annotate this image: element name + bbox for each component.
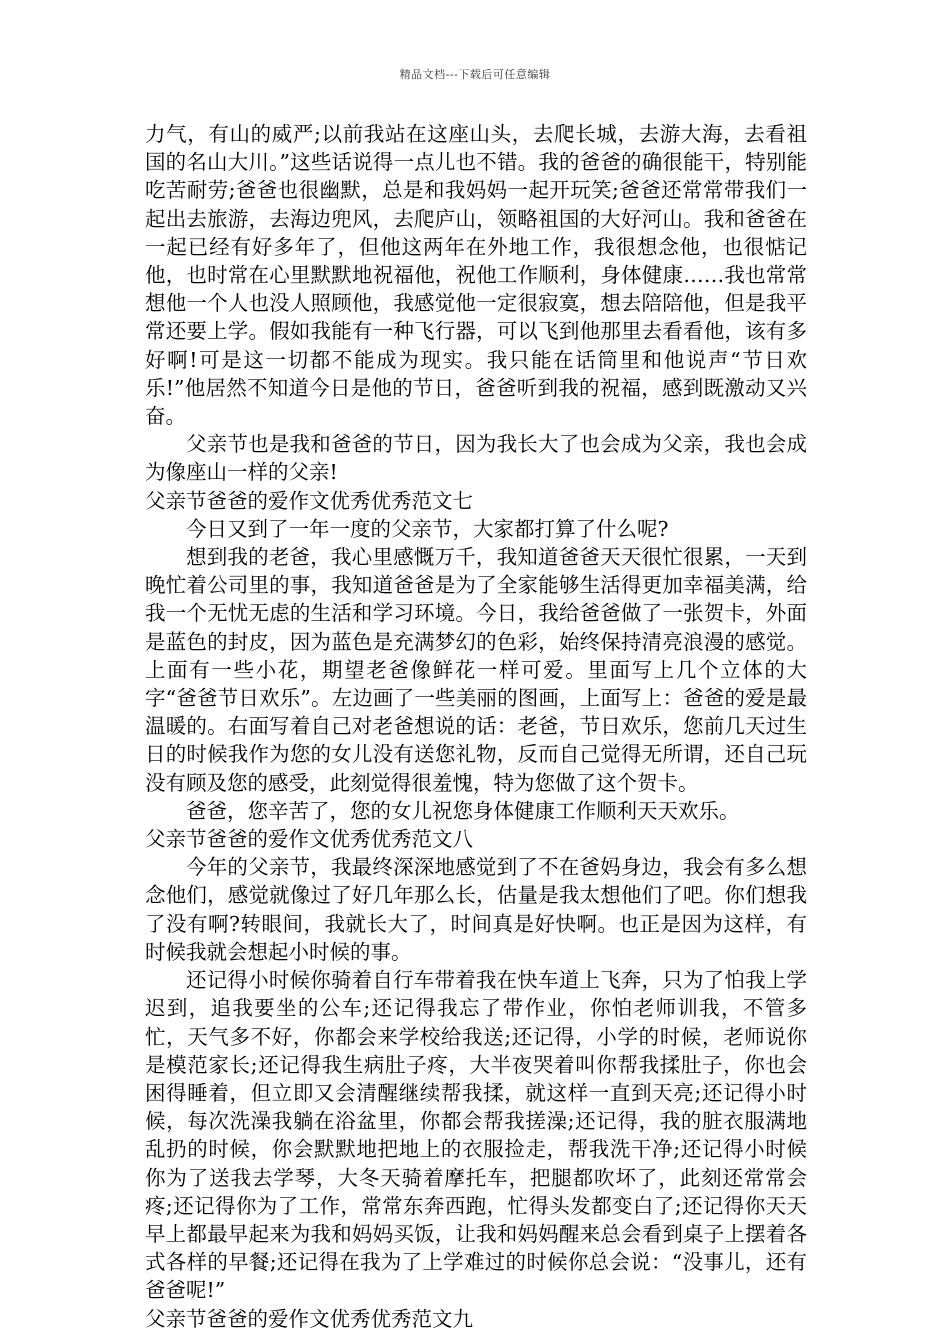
paragraph: 想到我的老爸，我心里感慨万千，我知道爸爸天天很忙很累，一天到晚忙着公司里的事，我知道爸爸是为了全家能够生活得更加幸福美满，给我一个无忧无虑的生活和学习环境。今日，我给爸爸做了一张贺卡，外面是蓝色的封皮，因为蓝色是充满梦幻的色彩，始终保持清亮浪漫的感觉。上面有一些小花，期望老爸像鲜花一样可爱。里面写上几个立体的大字“爸爸节日欢乐”。左边画了一些美丽的图画，上面写上：爸爸的爱是最温暖的。右面写着自己对老爸想说的话：老爸，节日欢乐，您前几天过生日的时候我作为您的女儿没有送您礼物，反而自己觉得无所谓，还自己玩没有顾及您的感受，此刻觉得很羞愧，特为您做了这个贺卡。: [145, 545, 807, 795]
paragraph: 还记得小时候你骑着自行车带着我在快车道上飞奔，只为了怕我上学迟到，追我要坐的公车;还记得我忘了带作业，你怕老师训我，不管多忙，天气多不好，你都会来学校给我送;还记得，小学的时候，老师说你是模范家长;还记得我生病肚子疼，大半夜哭着叫你帮我揉肚子，你也会困得睡着，但立即又会清醒继续帮我揉，就这样一直到天亮;还记得小时候，每次洗澡我躺在浴盆里，你都会帮我搓澡;还记得，我的脏衣服满地乱扔的时候，你会默默地把地上的衣服捡走，帮我洗干净;还记得小时候你为了送我去学琴，大冬天骑着摩托车，把腿都吹坏了，此刻还常常会疼;还记得你为了工作，常常东奔西跑，忙得头发都变白了;还记得你天天早上都最早起来为我和妈妈买饭，让我和妈妈醒来总会看到桌子上摆着各式各样的早餐;还记得在我为了上学难过的时候你总会说：“没事儿，还有爸爸呢!”: [145, 968, 807, 1303]
paragraph: 父亲节也是我和爸爸的节日，因为我长大了也会成为父亲，我也会成为像座山一样的父亲!: [145, 432, 807, 485]
paragraph: 爸爸，您辛苦了，您的女儿祝您身体健康工作顺利天天欢乐。: [186, 798, 740, 823]
section-title: 父亲节爸爸的爱作文优秀优秀范文七: [145, 488, 473, 513]
paragraph: 今日又到了一年一度的父亲节，大家都打算了什么呢?: [186, 516, 669, 541]
page-header: 精品文档---下载后可任意编辑: [399, 68, 551, 81]
paragraph: 今年的父亲节，我最终深深地感觉到了不在爸妈身边，我会有多么想念他们，感觉就像过了好几年那么长，估量是我太想他们了吧。你们想我了没有啊?转眼间，我就长大了，时间真是好快啊。也正是因为这样，有时候我就会想起小时候的事。: [145, 855, 807, 964]
paragraph: 力气，有山的威严;以前我站在这座山头，去爬长城，去游大海，去看祖国的名山大川。”这些话说得一点儿也不错。我的爸爸的确很能干，特别能吃苦耐劳;爸爸也很幽默，总是和我妈妈一起开玩笑;爸爸还常常带我们一起出去旅游，去海边兜风，去爬庐山，领略祖国的大好河山。我和爸爸在一起已经有好多年了，但他这两年在外地工作，我很想念他，也很惦记他，也时常在心里默默地祝福他，祝他工作顺利，身体健康……我也常常想他一个人也没人照顾他，我感觉他一定很寂寞，想去陪陪他，但是我平常还要上学。假如我能有一种飞行器，可以飞到他那里去看看他，该有多好啊!可是这一切都不能成为现实。我只能在话筒里和他说声“节日欢乐!”他居然不知道今日是他的节日，爸爸听到我的祝福，感到既激动又兴奋。: [145, 122, 807, 429]
section-title: 父亲节爸爸的爱作文优秀优秀范文九: [145, 1306, 473, 1331]
section-title: 父亲节爸爸的爱作文优秀优秀范文八: [145, 827, 473, 852]
document-body: [145, 120, 807, 1333]
